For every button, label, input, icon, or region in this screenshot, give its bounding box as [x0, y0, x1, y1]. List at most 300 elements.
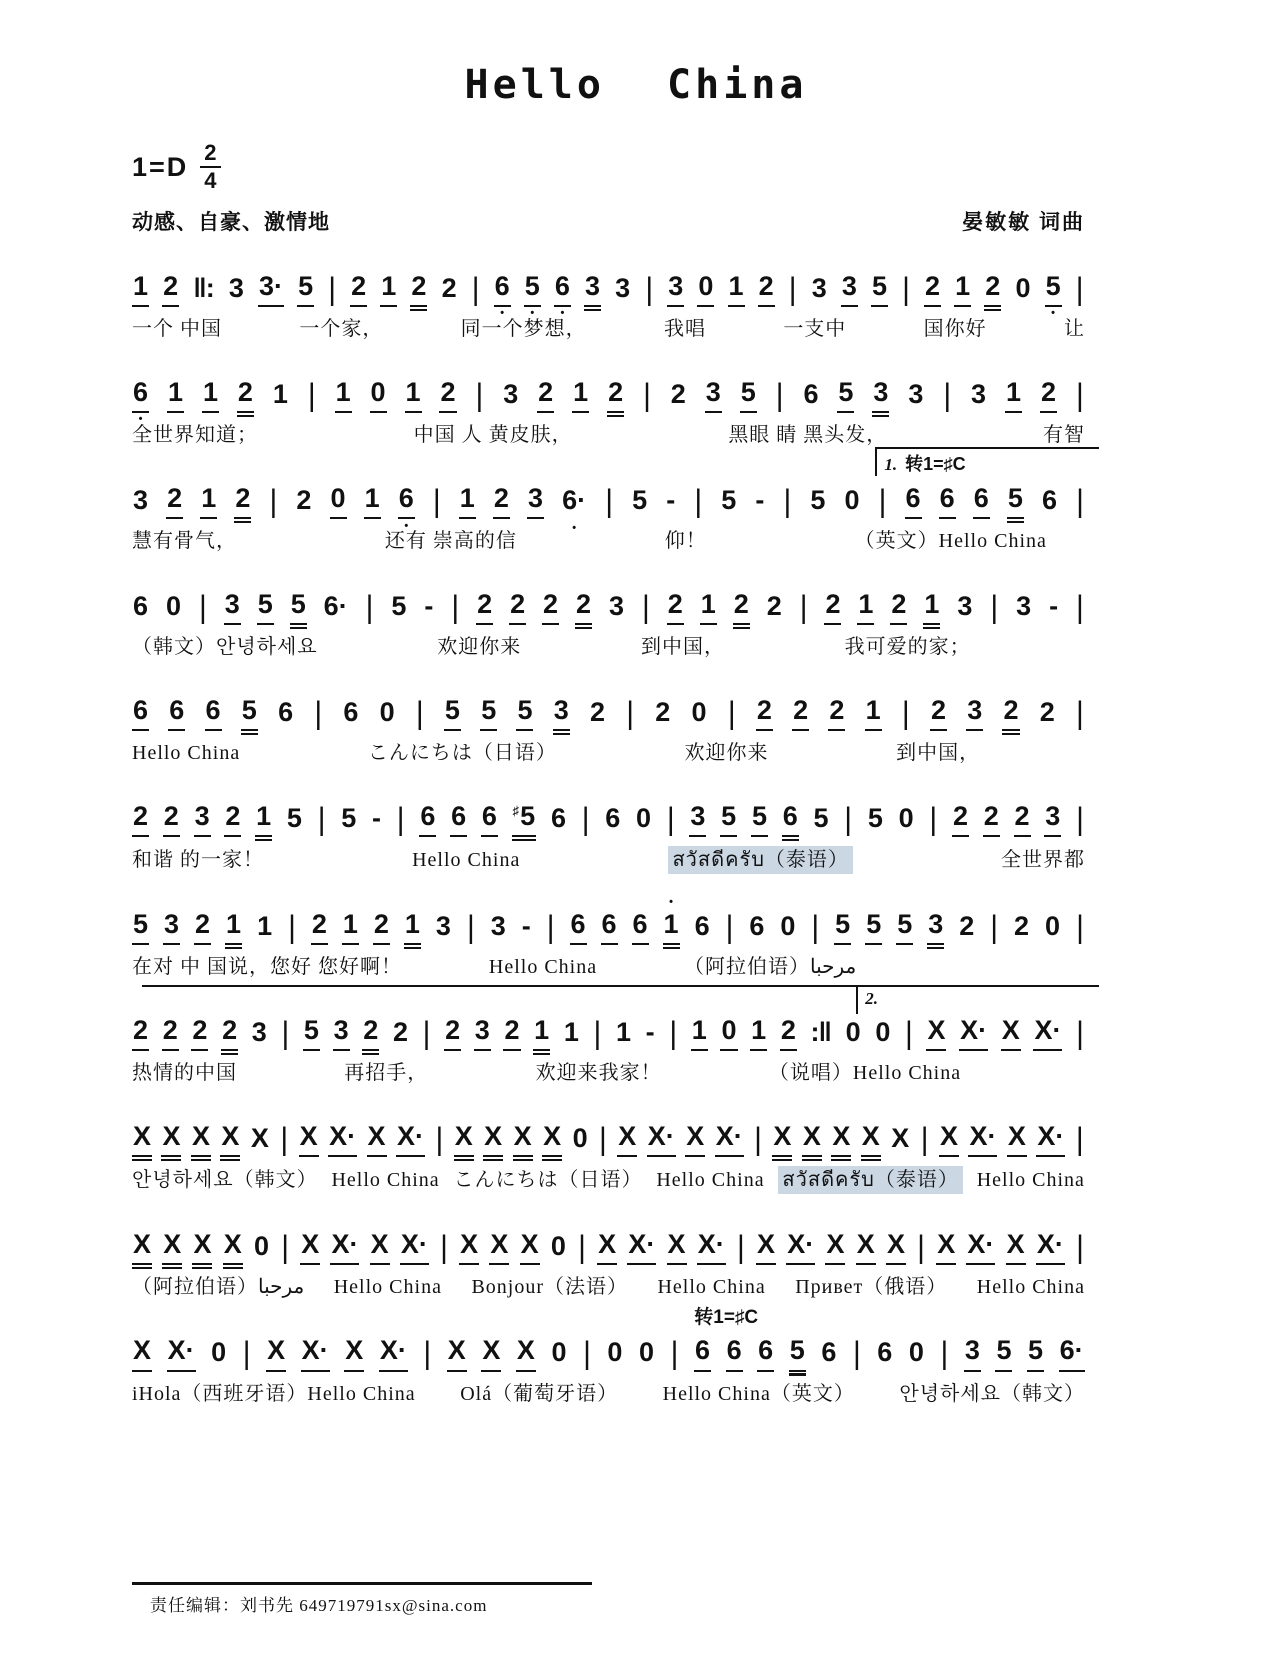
note-token: X	[447, 1335, 467, 1371]
note-token: X	[1006, 1229, 1026, 1265]
note-token: 6	[132, 695, 149, 731]
note-token: X	[513, 1121, 533, 1157]
note-token: 3	[435, 911, 451, 942]
note-token: 3	[966, 695, 983, 731]
note-token: X	[825, 1229, 845, 1265]
lyric-segment: 中国 人 黄皮肤，	[413, 424, 573, 447]
note-token: X	[454, 1121, 474, 1157]
lyric-segment: Hello China	[976, 1276, 1085, 1299]
note-token: 2	[1014, 801, 1031, 837]
sharp-sign: ♯	[512, 803, 520, 819]
note-token: |	[546, 909, 555, 945]
note-token: 2	[607, 377, 624, 413]
note-token: 0	[636, 803, 652, 834]
note-token: 6	[694, 1335, 711, 1371]
note-token: 1	[459, 483, 476, 519]
note-token: 5	[789, 1335, 806, 1371]
note-token: 5	[632, 485, 648, 516]
note-token: X·	[786, 1229, 815, 1265]
lyric-segment: Hello China	[333, 1276, 442, 1299]
score-line-4	[132, 589, 1085, 660]
note-token: |	[317, 801, 326, 837]
lyrics-row	[132, 740, 1085, 766]
note-token: -	[1049, 591, 1059, 622]
note-token: -	[645, 1017, 655, 1048]
note-token: 3	[224, 589, 241, 625]
note-token: 2	[984, 271, 1001, 307]
note-token: 5	[480, 695, 497, 731]
note-token: 3	[615, 273, 631, 303]
note-token: 3·	[258, 271, 284, 307]
lyric-segment: 仰！	[664, 530, 707, 553]
note-token: 5	[391, 591, 407, 622]
note-token: 2	[1040, 377, 1057, 413]
note-token: |	[666, 801, 675, 837]
note-token: X	[483, 1121, 503, 1157]
note-token: X	[891, 1123, 910, 1154]
note-token: 2	[792, 695, 809, 731]
score-line-9	[132, 1121, 1085, 1194]
notes-row	[132, 377, 1085, 413]
note-token: 0	[898, 803, 914, 834]
note-token: ♯5	[512, 801, 537, 837]
lyrics-row	[132, 1274, 1085, 1300]
lyric-segment: Hello China	[132, 742, 241, 765]
note-token: 6	[278, 697, 294, 728]
note-token: 5	[834, 909, 851, 945]
lyrics-row	[132, 1060, 1085, 1086]
lyric-segment: 黑眼 睛 黑头发，	[728, 424, 888, 447]
note-token: |	[905, 1016, 913, 1051]
lyric-segment: 再招手，	[344, 1062, 429, 1085]
note-token: 6	[343, 697, 359, 728]
note-token: X	[831, 1121, 851, 1157]
lyric-segment: 热情的中国	[132, 1062, 237, 1085]
note-token: 2	[924, 271, 941, 307]
note-token: 2	[766, 591, 782, 622]
note-token: |	[669, 1016, 678, 1051]
key-and-meter	[132, 142, 1085, 192]
volta-bracket	[856, 985, 1099, 1014]
note-token: X·	[301, 1335, 330, 1371]
note-token: ‖:	[193, 273, 214, 303]
note-token: 2	[824, 589, 841, 625]
note-token: 3	[133, 485, 149, 516]
note-token: |	[423, 1336, 432, 1371]
score-line-5	[132, 695, 1085, 766]
score-line-7	[132, 909, 1085, 980]
note-token: 5 •	[1045, 271, 1062, 307]
note-token: 6 •	[398, 483, 415, 519]
note-token: 6	[757, 1335, 774, 1371]
note-token: 3	[194, 801, 211, 837]
lyric-segment: 全世界都	[1001, 849, 1085, 872]
lyric-segment: 欢迎来我家！	[535, 1062, 662, 1085]
lyrics-row	[132, 846, 1085, 874]
note-token: 6	[450, 801, 467, 837]
note-token: X	[223, 1229, 243, 1265]
note-token: 3	[841, 271, 858, 307]
note-token: -	[424, 591, 434, 622]
note-token: X	[132, 1121, 152, 1157]
note-token: 0	[697, 271, 714, 307]
note-token: |	[1075, 1122, 1084, 1157]
note-token: X	[597, 1229, 617, 1265]
note-token: |	[645, 271, 654, 307]
note-token: X	[617, 1121, 637, 1157]
note-token: 5	[865, 909, 882, 945]
time-signature-numerator: 2	[200, 142, 220, 168]
note-token: X	[1007, 1121, 1027, 1157]
note-token: 2	[542, 589, 559, 625]
note-token: |	[365, 589, 374, 625]
note-token: |	[328, 271, 337, 307]
note-token: 3	[251, 1017, 267, 1048]
lyric-segment: こんにちは（日语）	[367, 742, 557, 765]
note-token: |	[288, 909, 296, 945]
lyric-segment: 还有 崇高的信	[384, 530, 517, 553]
note-token: 2	[311, 909, 328, 945]
note-token: 5	[810, 485, 826, 516]
note-token: X	[856, 1229, 876, 1265]
volta-number: 1.	[884, 455, 898, 475]
note-token: 6	[821, 1337, 837, 1368]
note-token: 2	[589, 697, 606, 728]
lyric-segment: Hello China	[412, 849, 521, 872]
note-token: |	[917, 1230, 925, 1265]
note-token: 2	[756, 695, 773, 731]
note-token: 6	[905, 483, 922, 519]
note-token: |	[466, 909, 475, 945]
note-token: 2	[476, 589, 493, 625]
note-token: 6	[601, 909, 618, 945]
volta-number: 2.	[865, 989, 879, 1009]
note-token: 6	[605, 803, 621, 834]
note-token: 6	[782, 801, 799, 837]
note-token: 2	[163, 801, 180, 837]
note-token: X	[939, 1121, 959, 1157]
note-token: 5	[290, 589, 307, 625]
note-token: 2	[194, 909, 211, 945]
note-token: |	[583, 1336, 591, 1371]
note-token: X	[132, 1335, 152, 1371]
key-change-mark: 转1=♯C	[905, 454, 966, 475]
note-token: X	[344, 1335, 364, 1371]
note-token: 2	[667, 589, 684, 625]
score-line-10	[132, 1229, 1085, 1300]
note-token: |	[1075, 271, 1084, 307]
note-token: 2	[362, 1015, 379, 1051]
score-line-11	[132, 1307, 1085, 1406]
note-token: |	[280, 1122, 289, 1157]
note-token: 3	[811, 273, 827, 303]
note-token: 1	[728, 271, 745, 307]
lyric-segment: （阿拉伯语）مرحبا	[132, 1276, 305, 1299]
lyrics-row	[132, 422, 1085, 448]
note-token: X	[481, 1335, 501, 1371]
note-token: |	[754, 1122, 762, 1157]
note-token: 5	[721, 485, 737, 516]
note-token: |	[451, 589, 460, 625]
composer-credit: 晏敏敏 词曲	[962, 211, 1085, 234]
note-token: |	[670, 1336, 679, 1371]
note-token: 3	[964, 1335, 981, 1371]
note-token: 1	[257, 911, 273, 942]
note-token: X·	[167, 1335, 196, 1371]
note-token: X·	[966, 1229, 995, 1265]
note-token: 2	[959, 911, 975, 942]
note-token: 0	[844, 485, 860, 516]
note-token: 3	[474, 1015, 491, 1051]
note-token: X	[936, 1229, 956, 1265]
lyric-segment: 同一个梦想，	[460, 318, 587, 341]
note-token: 3	[957, 591, 973, 622]
note-token: |	[1076, 483, 1084, 519]
note-token: |	[901, 695, 910, 731]
note-token: |	[725, 909, 734, 945]
lyrics-row	[132, 316, 1085, 342]
note-token: |	[1076, 909, 1084, 945]
note-token: X	[299, 1121, 319, 1157]
note-token: X	[1001, 1015, 1021, 1051]
note-token: 0	[165, 591, 182, 622]
note-token: 6· •	[561, 485, 587, 519]
lyric-segment: 안녕하세요（韩文）	[132, 1169, 318, 1192]
note-token: 6	[168, 695, 185, 731]
time-signature-denominator: 4	[204, 168, 217, 193]
note-token: 1	[202, 377, 219, 413]
note-token: 5	[516, 695, 533, 731]
note-token: X·	[627, 1229, 656, 1265]
score-line-2	[132, 377, 1085, 448]
note-token: 5	[837, 377, 854, 413]
note-token: 0	[253, 1231, 269, 1262]
note-token: 3	[163, 909, 180, 945]
note-token: |	[878, 483, 887, 519]
note-token: X	[220, 1121, 240, 1157]
note-token: 2	[373, 909, 390, 945]
note-token: 6	[749, 911, 765, 942]
note-token: 5	[813, 803, 829, 834]
notes-row	[132, 271, 1085, 307]
note-token: 0	[1045, 911, 1061, 942]
note-token: 6	[570, 909, 587, 945]
note-token: 3	[667, 271, 684, 307]
note-token: X	[756, 1229, 776, 1265]
note-token: |	[593, 1016, 602, 1051]
note-token: |	[694, 483, 703, 519]
note-token: 2	[350, 271, 367, 307]
lyric-segment: 和谐 的一家！	[132, 849, 264, 872]
note-token: X	[370, 1229, 390, 1265]
note-token: 2	[166, 483, 183, 519]
note-token: 6 •	[554, 271, 571, 307]
note-token: 6	[205, 695, 222, 731]
note-token: 2	[1002, 695, 1019, 731]
note-token: |	[581, 801, 590, 837]
note-token: 6	[973, 483, 990, 519]
note-token: 1	[167, 377, 184, 413]
note-token: 2	[439, 377, 456, 413]
note-token: |	[1076, 589, 1084, 625]
lyric-segment: Hello China	[331, 1169, 440, 1192]
notes-row	[132, 1121, 1085, 1157]
note-token: 3	[1044, 801, 1061, 837]
note-token: |	[990, 589, 999, 625]
note-token: 0	[875, 1017, 891, 1048]
note-token: X	[192, 1229, 212, 1265]
note-token: 3	[609, 591, 625, 622]
note-token: 5	[303, 1015, 320, 1051]
note-token: X	[266, 1335, 286, 1371]
note-token: |	[626, 695, 635, 731]
note-token: 2	[952, 801, 969, 837]
note-token: 6	[877, 1337, 893, 1368]
volta-continuation-line	[142, 985, 857, 987]
lyric-segment: 一个家，	[299, 318, 384, 341]
note-token: X·	[328, 1121, 357, 1157]
note-token: -	[666, 485, 676, 516]
note-token: :‖	[810, 1017, 831, 1048]
note-token: |	[727, 695, 736, 731]
lyrics-row	[132, 954, 1085, 980]
note-token: |	[422, 1016, 431, 1051]
lyric-segment: Hello China	[657, 1276, 766, 1299]
note-token: X·	[330, 1229, 359, 1265]
note-token: 0	[845, 1017, 861, 1048]
lyric-segment: （韩文）안녕하세요	[132, 636, 318, 659]
note-token: 3	[527, 483, 544, 519]
note-token: |	[920, 1122, 929, 1157]
note-token: 2	[1039, 697, 1055, 728]
note-token: 2	[191, 1015, 208, 1051]
notes-row	[132, 1229, 1085, 1265]
note-token: 1	[691, 1015, 708, 1051]
note-token: |	[783, 483, 792, 519]
note-token: 2	[162, 1015, 179, 1051]
lyric-segment: 全世界知道；	[132, 424, 258, 447]
lyric-segment: こんにちは（日语）	[453, 1169, 643, 1192]
note-token: X	[802, 1121, 822, 1157]
volta-bracket	[875, 447, 1099, 476]
tempo-credit-row	[132, 206, 1085, 236]
note-token: 1	[923, 589, 940, 625]
note-token: |	[929, 801, 938, 837]
score-line-3	[132, 454, 1085, 554]
note-token: 5	[740, 377, 757, 413]
note-token: |	[314, 695, 323, 731]
lyrics-row	[132, 528, 1085, 554]
note-token: 1	[533, 1015, 550, 1051]
note-token: |	[242, 1336, 251, 1371]
note-token: 5	[241, 695, 258, 731]
lyric-segment: สวัสดีครับ（泰语）	[668, 846, 852, 874]
note-token: 5	[896, 909, 913, 945]
lyric-segment: 我唱	[663, 318, 706, 341]
note-token: |	[1076, 1230, 1084, 1265]
note-token: X	[772, 1121, 792, 1157]
note-token: 2	[237, 377, 254, 413]
note-token: X	[162, 1229, 182, 1265]
note-token: X·	[715, 1121, 744, 1157]
note-token: |	[1075, 377, 1084, 413]
note-token: 5	[286, 803, 302, 834]
note-token: |	[799, 589, 808, 625]
lyrics-row	[132, 1381, 1085, 1407]
notes-row	[132, 695, 1085, 731]
note-token: |	[471, 271, 480, 307]
note-token: X	[191, 1121, 211, 1157]
lyric-segment: 慧有骨气，	[132, 530, 237, 553]
note-token: 1	[335, 377, 352, 413]
tempo-expression: 动感、自豪、激情地	[132, 211, 330, 234]
note-token: 2	[410, 271, 427, 307]
note-token: 2	[392, 1017, 408, 1048]
lyric-segment: 让	[1063, 318, 1085, 341]
note-token: 6	[939, 483, 956, 519]
note-token: 6	[726, 1335, 743, 1371]
note-token: |	[269, 483, 278, 519]
score-lines	[132, 271, 1085, 1407]
note-token: 3	[705, 377, 722, 413]
note-token: 6	[481, 801, 498, 837]
note-token: 1	[225, 909, 242, 945]
note-token: 2	[162, 271, 179, 307]
note-token: 2	[930, 695, 947, 731]
lyric-segment: 一个 中国	[132, 318, 222, 341]
note-token: |	[396, 801, 405, 837]
note-token: 6	[419, 801, 436, 837]
note-token: 0	[780, 911, 796, 942]
note-token: 5 •	[524, 271, 541, 307]
note-token: 1	[404, 909, 421, 945]
note-token: 2	[983, 801, 1000, 837]
notes-row	[132, 589, 1085, 625]
note-token: 3	[872, 377, 889, 413]
note-token: X·	[1033, 1015, 1062, 1051]
note-token: X·	[379, 1335, 408, 1371]
note-token: 0	[550, 1231, 566, 1262]
note-token: X·	[1036, 1229, 1065, 1265]
lyric-segment: 到中国，	[640, 636, 725, 659]
note-token: 3	[228, 273, 244, 303]
note-token: X	[520, 1229, 540, 1265]
note-token: 0	[607, 1337, 623, 1368]
note-token: |	[605, 483, 614, 519]
note-token: 1	[1005, 377, 1022, 413]
notes-row	[132, 1335, 1085, 1371]
notes-row	[132, 1015, 1085, 1051]
lyric-segment: （说唱）Hello China	[768, 1062, 962, 1085]
lyric-segment: Hello China	[488, 956, 598, 979]
lyric-segment: （阿拉伯语）مرحبا	[684, 956, 857, 979]
lyric-segment: 欢迎你来	[684, 742, 769, 765]
score-line-8	[132, 989, 1085, 1086]
note-token: X	[542, 1121, 562, 1157]
note-token: 1	[272, 379, 288, 410]
note-token: 2	[224, 801, 241, 837]
note-token: 2	[733, 589, 750, 625]
lyric-segment: Olá（葡萄牙语）	[460, 1382, 619, 1405]
lyric-segment: iHola（西班牙语）Hello China	[132, 1382, 416, 1405]
note-token: 2	[441, 273, 457, 303]
note-token: 0	[551, 1337, 567, 1368]
note-token: |	[811, 909, 820, 945]
note-token: 2	[132, 1015, 149, 1051]
note-token: |	[902, 271, 910, 307]
footer-divider	[132, 1582, 592, 1585]
score-line-6	[132, 801, 1085, 874]
